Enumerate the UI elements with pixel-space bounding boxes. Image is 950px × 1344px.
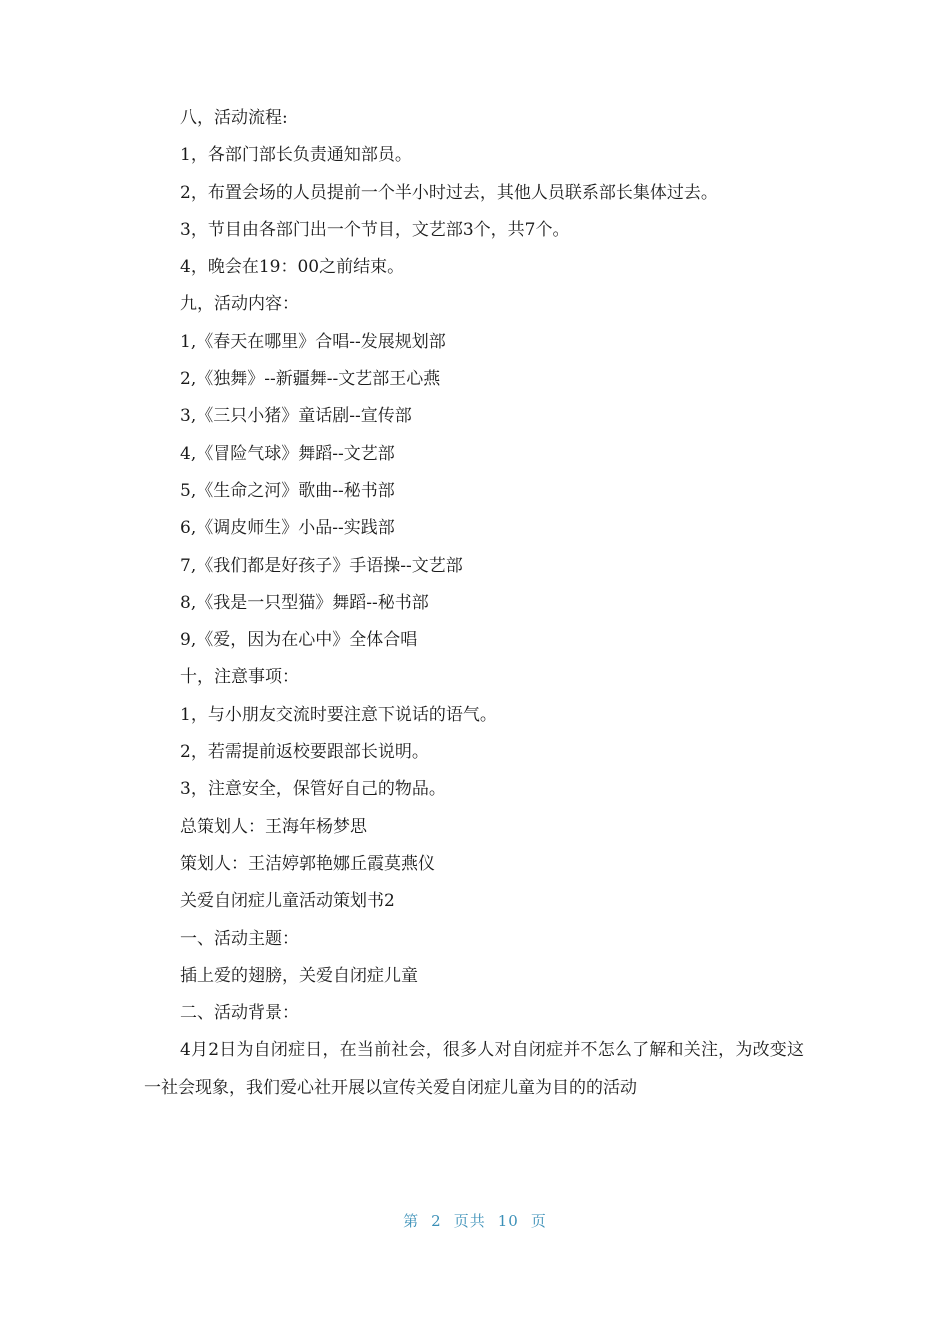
section-heading: 九，活动内容： — [180, 294, 299, 315]
background-paragraph: 4月2日为自闭症日，在当前社会，很多人对自闭症并不怎么了解和关注，为改变这一社会现象，我们爱心社开展以宣传关爱自闭症儿童为目的的活动 — [144, 1040, 804, 1098]
program-item: 9,《爱，因为在心中》全体合唱 — [180, 630, 418, 651]
section-heading: 十，注意事项： — [180, 667, 299, 688]
text-line: 3，节目由各部门出一个节目，文艺部3个，共7个。 — [180, 219, 570, 240]
footer-label: 页共 — [453, 1212, 486, 1230]
section-heading: 一、活动主题： — [180, 928, 299, 949]
page-footer — [0, 1210, 950, 1231]
document-title: 关爱自闭症儿童活动策划书2 — [180, 891, 395, 912]
planner-line: 总策划人：王海年杨梦思 — [180, 816, 367, 837]
text-line: 4，晚会在19：00之前结束。 — [180, 257, 405, 278]
program-item: 1,《春天在哪里》合唱--发展规划部 — [180, 331, 446, 352]
text-line: 插上爱的翅膀，关爱自闭症儿童 — [180, 965, 418, 986]
planner-line: 策划人：王洁婷郭艳娜丘霞莫燕仪 — [180, 853, 435, 874]
program-item: 5,《生命之河》歌曲--秘书部 — [180, 480, 395, 501]
text-line: 八，活动流程: — [180, 108, 288, 128]
program-item: 4,《冒险气球》舞蹈--文艺部 — [180, 443, 395, 464]
program-item: 2,《独舞》--新疆舞--文艺部王心燕 — [180, 369, 441, 390]
program-item: 3,《三只小猪》童话剧--宣传部 — [180, 406, 412, 427]
footer-total-pages: 10 — [497, 1212, 519, 1230]
text-line: 2，若需提前返校要跟部长说明。 — [180, 742, 429, 763]
program-item: 6,《调皮师生》小品--实践部 — [180, 518, 395, 539]
text-line: 3，注意安全，保管好自己的物品。 — [180, 779, 446, 800]
footer-label: 页 — [530, 1212, 547, 1230]
text-line: 1，各部门部长负责通知部员。 — [180, 145, 412, 166]
program-item: 8,《我是一只型猫》舞蹈--秘书部 — [180, 592, 429, 613]
text-line: 2，布置会场的人员提前一个半小时过去，其他人员联系部长集体过去。 — [180, 182, 718, 203]
footer-page-number: 2 — [431, 1212, 442, 1230]
footer-label: 第 — [403, 1212, 420, 1230]
document-body — [144, 100, 804, 1107]
text-line: 1，与小朋友交流时要注意下说话的语气。 — [180, 704, 497, 725]
program-item: 7,《我们都是好孩子》手语操--文艺部 — [180, 555, 463, 576]
section-heading: 二、活动背景： — [180, 1003, 299, 1024]
